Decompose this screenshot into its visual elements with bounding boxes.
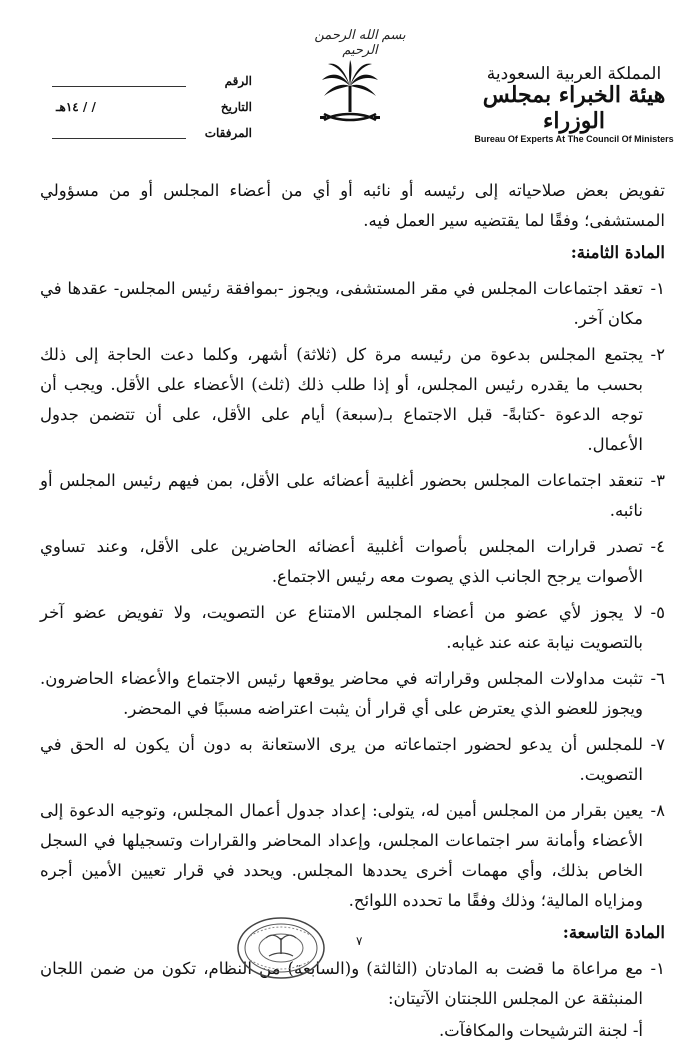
meta-number-row: [52, 70, 252, 96]
item-number: ٤-: [650, 537, 665, 556]
article-8-item: [40, 532, 665, 592]
item-number: ٥-: [650, 603, 665, 622]
palm-and-swords-emblem-icon: [318, 58, 382, 128]
item-text: يعين بقرار من المجلس أمين له، يتولى: إعداد جدول أعمال المجلس، وتوجيه الدعوة إلى الأعضاء وأمانة سر اجتماعات المجلس، وإعداد المحاضر والقرارات وتسجيلها في السجل الخاص بذلك، وأي مهمات أخرى يحددها المجلس. ويحدد في قرار تعيين الأمين أجره ومزاياه المالية؛ وذلك وفقًا ما تحدده اللوائح.: [40, 801, 643, 910]
meta-attachments-row: [52, 122, 252, 148]
item-number: ٧-: [650, 735, 665, 754]
item-text: مع مراعاة ما قضت به المادتان (الثالثة) و(السابعة) من النظام، تكون من ضمن اللجان المنبثقة عن المجلس اللجنتان الآتيتان:: [40, 959, 643, 1008]
org-name: هيئة الخبراء بمجلس الوزراء: [482, 82, 666, 134]
attachments-line: [52, 138, 186, 139]
item-text: تصدر قرارات المجلس بأصوات أغلبية أعضائه الحاضرين على الأقل، وعند تساوي الأصوات يرجح الجانب الذي يصوت معه رئيس الاجتماع.: [40, 537, 643, 586]
number-label: الرقم: [224, 74, 252, 88]
item-text: للمجلس أن يدعو لحضور اجتماعاته من يرى الاستعانة به دون أن يكون له الحق في التصويت.: [40, 735, 643, 784]
article-8-item: [40, 274, 665, 334]
item-number: ٢-: [650, 345, 665, 364]
item-number: ١-: [650, 959, 665, 978]
item-number: ٦-: [650, 669, 665, 688]
item-text: تثبت مداولات المجلس وقراراته في محاضر يوقعها رئيس الاجتماع والأعضاء الحاضرون. ويجوز للعضو الذي يعترض على أي قرار أن يثبت اعتراضه مسببًا في المحضر.: [40, 669, 643, 718]
article-8-title: المادة الثامنة:: [570, 243, 665, 262]
article-8-item: [40, 664, 665, 724]
reference-meta: [52, 70, 252, 148]
meta-date-row: [52, 96, 252, 122]
basmala: بسم الله الرحمن الرحيم: [314, 28, 406, 58]
date-value: / / ١٤هـ: [56, 100, 96, 114]
document-body: [40, 176, 665, 1046]
intro-paragraph: تفويض بعض صلاحياته إلى رئيسه أو نائبه أو أي من أعضاء المجلس أو من مسؤولي المستشفى؛ وفقًا لما يقتضيه سير العمل فيه.: [40, 181, 665, 230]
attachments-label: المرفقات: [204, 126, 252, 140]
item-number: ٣-: [650, 471, 665, 490]
item-text: يجتمع المجلس بدعوة من رئيسه مرة كل (ثلاثة) أشهر، وكلما دعت الحاجة إلى ذلك بحسب ما يقدره رئيس المجلس، أو إذا طلب ذلك (ثلث) الأعضاء على الأقل. ويجب أن توجه الدعوة -كتابةً- قبل الاجتماع بـ(سبعة) أيام على الأقل، على أن تتضمن جدول الأعمال.: [40, 345, 643, 454]
article-9-item: [40, 954, 665, 1014]
organization-block: [466, 64, 682, 144]
official-seal-icon: [236, 916, 326, 980]
item-text: لا يجوز لأي عضو من أعضاء المجلس الامتناع عن التصويت، ولا تفويض عضو آخر بالتصويت نيابة عنه عند غيابه.: [40, 603, 643, 652]
item-number: ١-: [650, 279, 665, 298]
page-number: ٧: [356, 934, 363, 948]
article-8-item: [40, 340, 665, 460]
org-kingdom: المملكة العربية السعودية: [486, 64, 662, 84]
article-8-item: [40, 466, 665, 526]
item-text: تنعقد اجتماعات المجلس بحضور أغلبية أعضائه على الأقل، بمن فيهم رئيس المجلس أو نائبه.: [40, 471, 643, 520]
article-8-item: [40, 796, 665, 916]
article-9-subitem: أ- لجنة الترشيحات والمكافآت.: [438, 1021, 643, 1040]
date-label: التاريخ: [220, 100, 252, 114]
article-8-item: [40, 730, 665, 790]
number-line: [52, 86, 186, 87]
article-8-item: [40, 598, 665, 658]
article-9-title: المادة التاسعة:: [562, 923, 665, 942]
item-text: تعقد اجتماعات المجلس في مقر المستشفى، ويجوز -بموافقة رئيس المجلس- عقدها في مكان آخر.: [40, 279, 643, 328]
org-english-name: Bureau Of Experts At The Council Of Ministers: [474, 134, 674, 144]
item-number: ٨-: [650, 801, 665, 820]
